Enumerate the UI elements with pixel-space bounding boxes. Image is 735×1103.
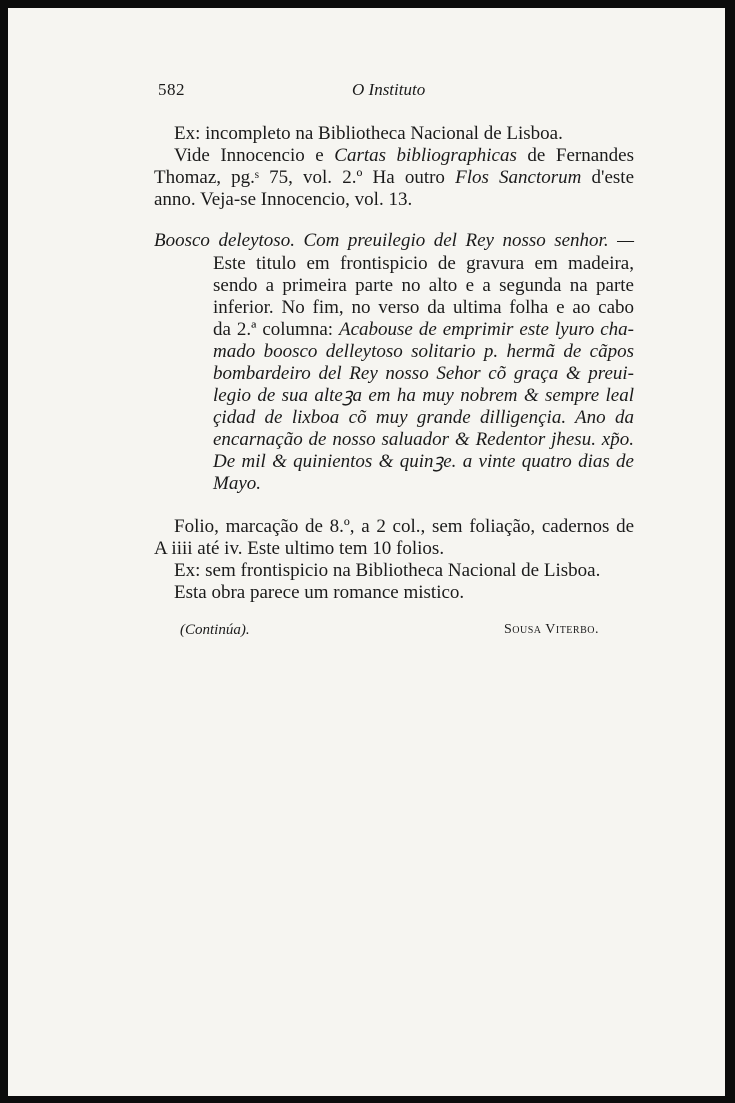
entry-title: Boosco deleytoso. Com preuilegio del Rey nosso senhor. — [154,230,634,251]
colophon-text: Acabouse de emprimir este lyuro cha- [339,319,634,340]
reference-title: Cartas bibliographicas [334,145,517,166]
colophon-line: mado boosco delleytoso solitario p. hermã de cãpos [213,341,634,362]
page-header [158,80,588,104]
holding-note: Ex: incompleto na Bibliotheca Nacional de Lisboa. [174,123,563,144]
reference-text: Vide Innocencio e [174,145,335,166]
reference-line-1 [174,145,634,167]
format-line: Folio, marcação de 8.º, a 2 col., sem foliação, cadernos de [174,516,634,537]
reference-line-2 [154,167,634,189]
reference-line-3: anno. Veja-se Innocencio, vol. 13. [154,189,413,210]
reference-title: Flos Sanctorum [455,167,582,188]
reference-text: Thomaz, pg.ˢ 75, vol. 2.º Ha outro [154,167,456,188]
continua-note: (Continúa). [180,622,250,638]
reference-text: de Fernandes [516,145,634,166]
page [8,8,725,1096]
running-title: O Instituto [352,80,426,99]
page-number: 582 [158,80,185,99]
colophon-line: bombardeiro del Rey nosso Sehor cõ graça & preui- [213,363,634,384]
colophon-line: çidad de lixboa cõ muy grande dilligençia. Ano da [213,407,634,428]
colophon-line: legio de sua alteꝫa em ha muy nobrem & sempre leal [213,385,634,406]
entry-description-line: inferior. No fim, no verso da ultima folha e ao cabo [213,297,634,318]
author-signature: Sousa Viterbo. [504,622,599,637]
colophon-line: encarnação de nosso saluador & Redentor jhesu. xp̃o. [213,429,634,450]
format-line: A iiii até iv. Este ultimo tem 10 folios. [154,538,445,559]
entry-description-line [213,319,634,341]
entry-description-line: Este titulo em frontispicio de gravura em madeira, [213,253,634,274]
remark-line: Esta obra parece um romance mistico. [174,582,465,603]
reference-text: d'este [581,167,635,188]
colophon-line: De mil & quinientos & quinꝫe. a vinte quatro dias de [213,451,634,472]
entry-description-line: sendo a primeira parte no alto e a segunda na parte [213,275,634,296]
entry-description-text: da 2.ª columna: [213,319,339,340]
holding-note: Ex: sem frontispicio na Bibliotheca Nacional de Lisboa. [174,560,601,581]
colophon-line: Mayo. [213,473,262,494]
